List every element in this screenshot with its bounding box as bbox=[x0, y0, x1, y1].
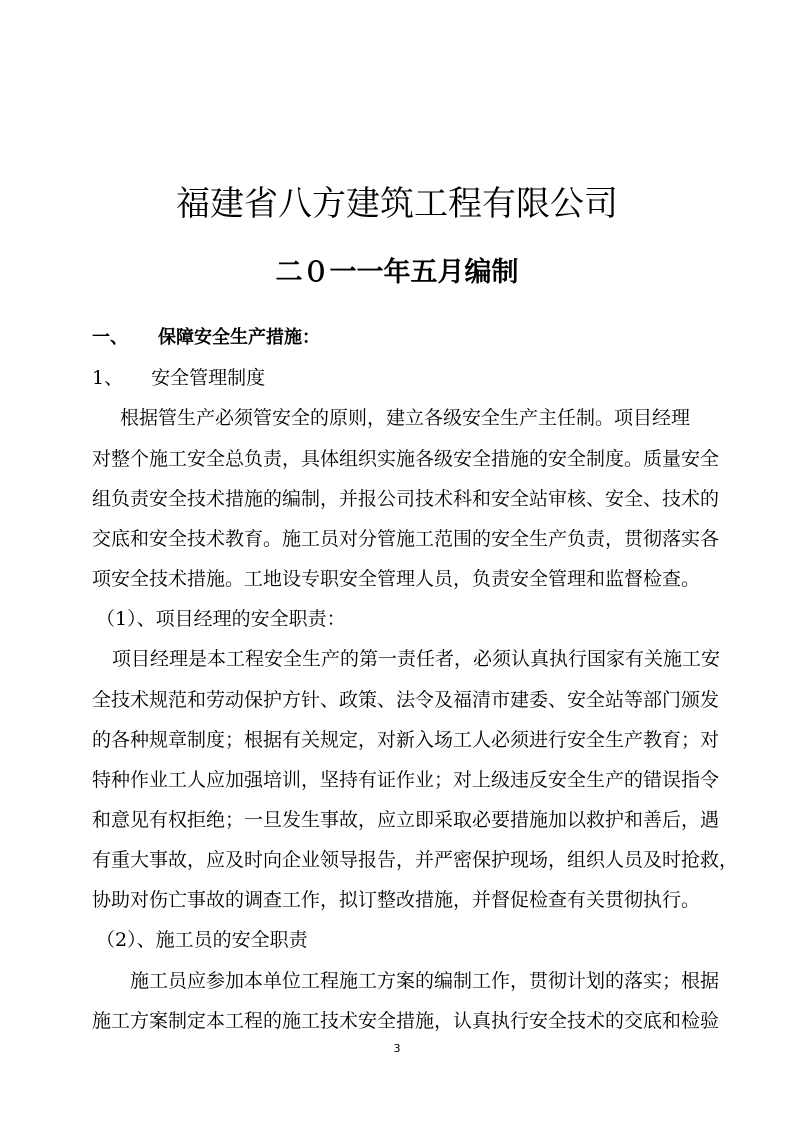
paragraph-line: 交底和安全技术教育。施工员对分管施工范围的安全生产负责，贯彻落实各 bbox=[92, 528, 720, 550]
paragraph-line: 施工方案制定本工程的施工技术安全措施，认真执行安全技术的交底和检验 bbox=[92, 1010, 720, 1032]
paragraph-line: 有重大事故，应及时向企业领导报告，并严密保护现场，组织人员及时抢救， bbox=[92, 849, 739, 871]
page-number: 3 bbox=[393, 1042, 401, 1055]
section-heading-text: 保障安全生产措施： bbox=[158, 327, 320, 348]
subsection-number: 1、 bbox=[92, 367, 124, 389]
item-title: （2）、施工员的安全职责 bbox=[96, 929, 308, 951]
date-subtitle: 二０一一年五月编制 bbox=[275, 257, 519, 288]
item-title: （1）、项目经理的安全职责： bbox=[96, 608, 346, 630]
paragraph-line: 和意见有权拒绝；一旦发生事故，应立即采取必要措施加以救护和善后，遇 bbox=[92, 809, 720, 831]
paragraph-line: 全技术规范和劳动保护方针、政策、法令及福清市建委、安全站等部门颁发 bbox=[92, 689, 720, 711]
paragraph-line: 特种作业工人应加强培训，坚持有证作业；对上级违反安全生产的错误指令 bbox=[92, 769, 720, 791]
paragraph-line: 的各种规章制度；根据有关规定，对新入场工人必须进行安全生产教育；对 bbox=[92, 729, 720, 751]
paragraph-line: 施工员应参加本单位工程施工方案的编制工作，贯彻计划的落实；根据 bbox=[130, 970, 720, 992]
paragraph-line: 组负责安全技术措施的编制，并报公司技术科和安全站审核、安全、技术的 bbox=[92, 488, 720, 510]
company-title: 福建省八方建筑工程有限公司 bbox=[176, 184, 618, 224]
section-heading-number: 一、 bbox=[92, 327, 128, 348]
paragraph-line: 对整个施工安全总负责，具体组织实施各级安全措施的安全制度。质量安全 bbox=[92, 448, 720, 470]
section-heading bbox=[92, 326, 320, 350]
subsection-heading bbox=[92, 366, 265, 390]
paragraph-line: 项目经理是本工程安全生产的第一责任者，必须认真执行国家有关施工安 bbox=[112, 648, 721, 670]
paragraph-line: 项安全技术措施。工地设专职安全管理人员，负责安全管理和监督检查。 bbox=[92, 568, 701, 590]
paragraph-line: 协助对伤亡事故的调查工作，拟订整改措施，并督促检查有关贯彻执行。 bbox=[92, 889, 701, 911]
paragraph-line: 根据管生产必须管安全的原则，建立各级安全生产主任制。项目经理 bbox=[120, 407, 691, 429]
subsection-text: 安全管理制度 bbox=[151, 367, 266, 389]
